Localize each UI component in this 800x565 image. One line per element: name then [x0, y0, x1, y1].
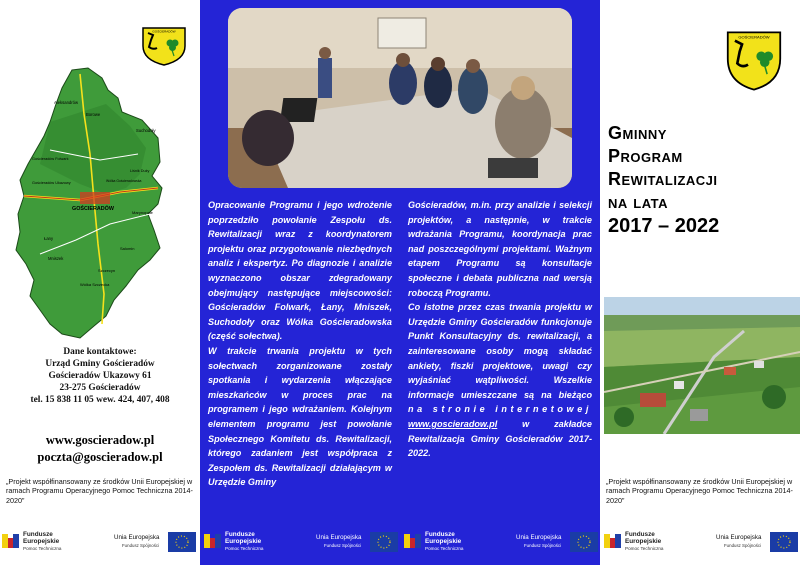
fe-line1: Fundusze [23, 531, 53, 538]
map-label: Gościeradów Ukazowy [32, 181, 71, 185]
website-inline-link[interactable]: www.goscieradow.pl [408, 418, 498, 429]
coat-of-arms-icon [139, 26, 189, 66]
program-title [608, 122, 798, 238]
ue-sub: Fundusz Spójności [324, 543, 362, 548]
contact-phone: tel. 15 838 11 05 wew. 424, 407, 408 [30, 395, 170, 405]
map-label: Gościeradów Folwark [32, 157, 69, 161]
ue-logo [510, 531, 600, 555]
fe-logo [604, 530, 692, 554]
fe-logo-icon [404, 532, 422, 550]
map-label: Borowe [86, 112, 101, 117]
paragraph-tail: w zakładce Rewitalizacja Gminy Gościeradów 2017-2022. [408, 418, 592, 459]
municipality-map [10, 64, 170, 344]
fe-line1: Fundusze [625, 531, 655, 538]
fe-sub: Pomoc Techniczna [425, 546, 464, 551]
ue-logo [710, 531, 800, 555]
map-label: Szczecyn [98, 268, 116, 273]
ue-sub: Fundusz Spójności [724, 543, 762, 548]
ue-line: Unia Europejska [716, 534, 762, 541]
project-note-left: „Projekt współfinansowany ze środków Unii Europejskiej w ramach Programu Operacyjnego Pomoc Techniczna 2014-2020” [6, 477, 193, 505]
right-panel [600, 0, 800, 565]
map-label: Wólka Szczecka [80, 282, 110, 287]
text-column-a [208, 198, 392, 490]
fe-line1: Fundusze [225, 531, 255, 538]
fe-logo-icon [604, 532, 622, 550]
coat-of-arms-icon [724, 30, 784, 92]
fe-sub: Pomoc Techniczna [625, 546, 664, 551]
map-label: Liśnik Duży [130, 169, 150, 173]
map-label: GOŚCIERADÓW [72, 206, 114, 212]
paragraph: Opracowanie Programu i jego wdrożenie poprzedziło powołanie Zespołu ds. Rewitalizacji wraz z koordynatorem projektu oraz przygotowanie niezbędnych analiz i ekspertyz. Po diagnozie i analizie wyznaczono obszar zdegradowany obejmujący następujące miejscowości: Gościeradów Folwark, Łany, Mniszek, Suchodoły oraz Wólka Gościeradowska (część sołectwa). [208, 200, 392, 342]
fe-logo [2, 530, 90, 554]
ue-line: Unia Europejska [316, 534, 362, 541]
map-label: Mniszek [48, 256, 64, 261]
web-block [0, 432, 200, 466]
ue-logo [310, 531, 400, 555]
title-line: Program [608, 146, 683, 166]
paragraph-text: Co istotne przez czas trwania projektu w Urzędzie Gminy Gościeradów funkcjonuje Punkt Konsultacyjny ds. rewitalizacji, a zainteresowane osoby mogą składać ankiety, fiszki projektowe, uwagi czy wyjaśniać wątpliwości. Wszelkie informacje umieszczane są na bieżąco [408, 302, 592, 400]
map-label: Wólka Gościeradowska [106, 179, 142, 183]
eu-flag-icon [570, 532, 598, 552]
paragraph: Gościeradów, m.in. przy analizie i selekcji projektów, a następnie, w trakcie wdrażania Programu, koordynacja prac nad poszczególnymi projektami. Ważnym etapem Programu są konsultacje społeczne i debata publiczna nad wersją roboczą Programu. [408, 200, 592, 298]
title-line: Rewitalizacji [608, 169, 718, 189]
eu-flag-icon [370, 532, 398, 552]
ue-line: Unia Europejska [516, 534, 562, 541]
paragraph [408, 300, 592, 461]
text-column-b [408, 198, 592, 461]
aerial-village-photo [604, 297, 800, 434]
website-link[interactable]: www.goscieradow.pl [45, 433, 155, 447]
title-years: 2017 – 2022 [608, 215, 720, 237]
meeting-photo [228, 8, 572, 188]
contact-heading: Dane kontaktowe: [63, 347, 137, 357]
fe-line2: Europejskie [425, 538, 462, 545]
spaced-phrase: na stronie internetowej [408, 404, 592, 415]
fe-logo-icon [204, 532, 222, 550]
logo-strip [0, 528, 198, 556]
map-label: Łany [44, 236, 54, 241]
fe-line2: Europejskie [23, 538, 60, 545]
map-label: Suchodoły [136, 128, 156, 133]
email-link[interactable]: poczta@goscieradow.pl [37, 450, 163, 464]
map-label: Marynopole [132, 210, 153, 215]
ue-line: Unia Europejska [114, 534, 160, 541]
contact-org: Urząd Gminy Gościeradów [45, 359, 155, 369]
ue-sub: Fundusz Spójności [122, 543, 160, 548]
ue-logo [108, 531, 198, 555]
logo-strip [402, 528, 600, 556]
contact-block [0, 346, 200, 406]
fe-line2: Europejskie [625, 538, 662, 545]
fe-line2: Europejskie [225, 538, 262, 545]
logo-strip [602, 528, 800, 556]
fe-logo [204, 530, 292, 554]
ue-sub: Fundusz Spójności [524, 543, 562, 548]
contact-street: Gościeradów Ukazowy 61 [48, 371, 152, 381]
fe-logo [404, 530, 492, 554]
logo-strip [202, 528, 400, 556]
map-label: Salomin [120, 246, 135, 251]
fe-logo-icon [2, 532, 20, 550]
title-line: Gminny [608, 123, 667, 143]
eu-flag-icon [168, 532, 196, 552]
middle-panel [200, 0, 600, 565]
fe-sub: Pomoc Techniczna [23, 546, 62, 551]
crest-text: GOŚCIERADÓW [152, 29, 176, 34]
title-line: na lata [608, 192, 669, 212]
fe-sub: Pomoc Techniczna [225, 546, 264, 551]
fe-line1: Fundusze [425, 531, 455, 538]
left-panel [0, 0, 200, 565]
project-note-right: „Projekt współfinansowany ze środków Unii Europejskiej w ramach Programu Operacyjnego Pomoc Techniczna 2014-2020” [606, 477, 793, 505]
map-label: Aleksandrów [54, 100, 78, 105]
paragraph: W trakcie trwania projektu w tych sołectwach zorganizowane zostały spotkania i wydarzenia włączające mieszkańców w proces prac na programem i jego wdrażaniem. Kolejnym elementem programu jest powołanie Społecznego Komitetu ds. Rewitalizacji, którego zadaniem jest współpraca z Zespołem ds. Rewitalizacji działającym w Urzędzie Gminy [208, 345, 392, 488]
eu-flag-icon [770, 532, 798, 552]
contact-postal: 23-275 Gościeradów [59, 383, 141, 393]
crest-text: GOŚCIERADÓW [738, 34, 770, 40]
